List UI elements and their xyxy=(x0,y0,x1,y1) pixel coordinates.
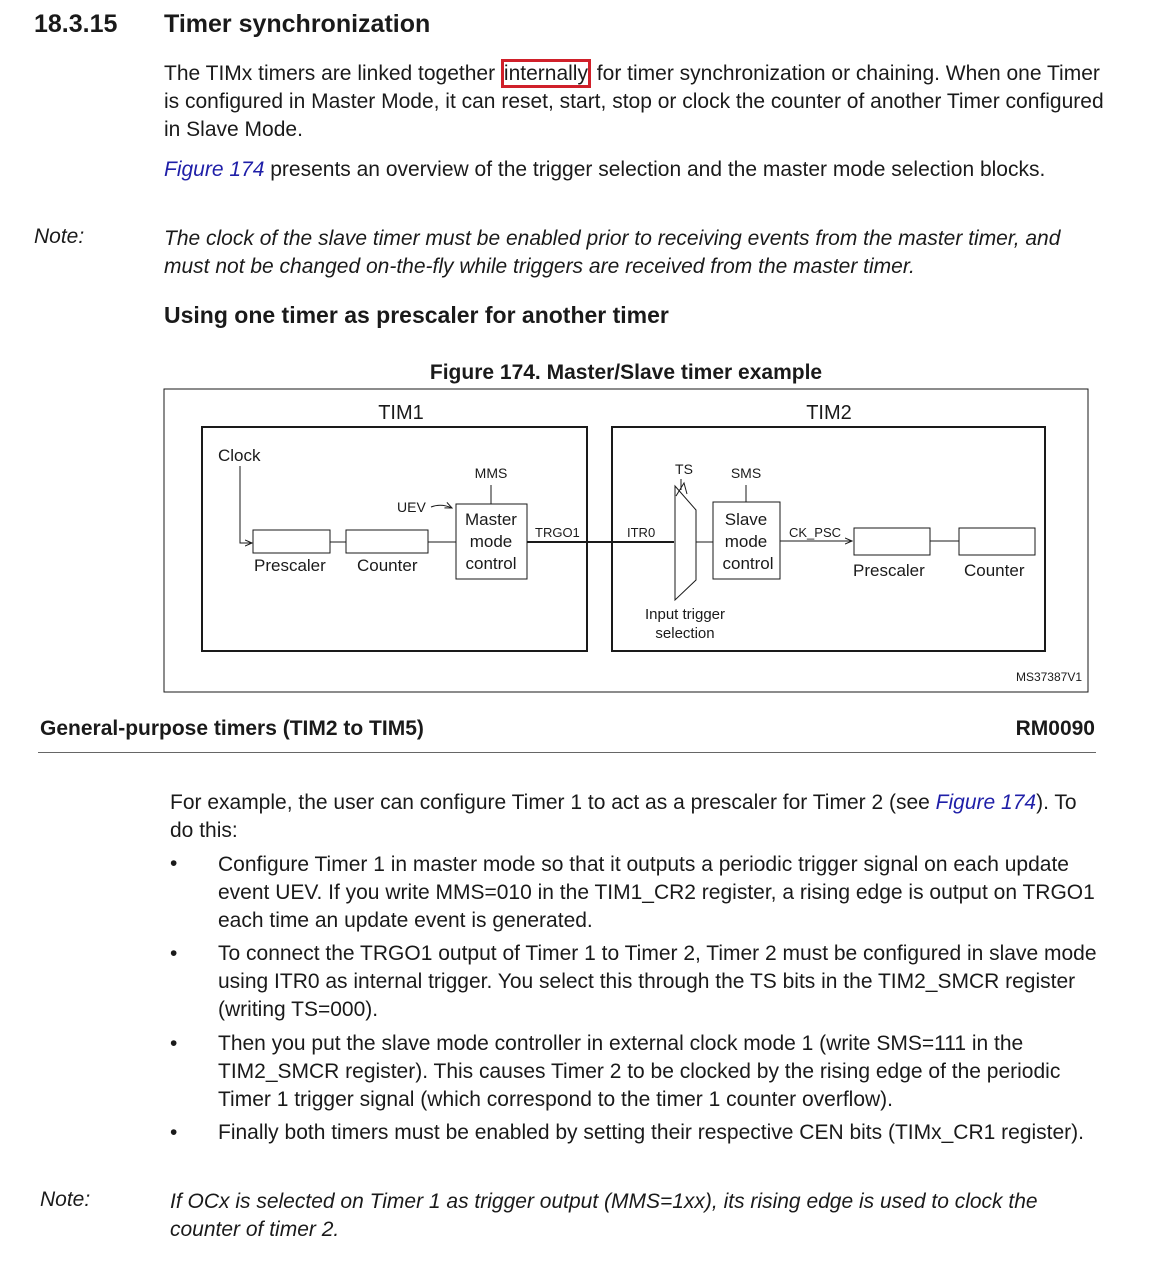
para1-text-after: for timer synchronization or chaining. When one Timer is configured in Master Mode, it can reset, start, stop or clock the counter of another Timer configured in Slave Mode. xyxy=(164,62,1104,141)
note2-label: Note: xyxy=(40,1188,91,1211)
tim2-prescaler-box xyxy=(854,528,930,555)
list-item: Then you put the slave mode controller in external clock mode 1 (write SMS=111 in the TIM2_SMCR register). This causes Timer 2 to be clocked by the rising edge of the periodic Timer 1 trigger signal (which correspond to the timer 1 counter overflow). xyxy=(218,1032,1061,1111)
slave-label-1: Slave xyxy=(724,510,768,529)
bullet-marker: • xyxy=(170,852,178,875)
uev-label: UEV xyxy=(397,499,426,515)
tim2-label: TIM2 xyxy=(806,402,852,424)
master-label-2: mode xyxy=(469,532,513,551)
example-intro-before: For example, the user can configure Timer 1 to act as a prescaler for Timer 2 (see xyxy=(170,791,936,814)
tim1-prescaler-label: Prescaler xyxy=(254,556,326,575)
tim2-prescaler-label: Prescaler xyxy=(853,561,925,580)
example-intro xyxy=(170,789,1100,845)
input-trigger-label-2: selection xyxy=(655,625,715,642)
list-item: To connect the TRGO1 output of Timer 1 to Timer 2, Timer 2 must be configured in slave mode using ITR0 as internal trigger. You select this through the TS bits in the TIM2_SMCR register (writing TS=000). xyxy=(218,942,1097,1021)
ts-label: TS xyxy=(675,461,693,477)
bullet-marker: • xyxy=(170,1121,178,1144)
para1-text-before: The TIMx timers are linked together xyxy=(164,62,501,85)
example-intro-after: ). To do this: xyxy=(170,791,1077,842)
highlighted-word: internally xyxy=(501,59,591,88)
tim2-counter-label: Counter xyxy=(964,561,1025,580)
header-rule xyxy=(38,752,1096,753)
sms-label: SMS xyxy=(730,465,762,481)
figure-reference-code: MS37387V1 xyxy=(1015,670,1082,684)
figure-link[interactable]: Figure 174 xyxy=(164,158,265,181)
tim1-counter-box xyxy=(346,530,428,553)
example-figure-link[interactable]: Figure 174 xyxy=(935,791,1037,814)
section-title: Timer synchronization xyxy=(164,10,431,38)
tim1-counter-label: Counter xyxy=(357,556,418,575)
trgo1-label: TRGO1 xyxy=(535,525,580,540)
slave-label-3: control xyxy=(722,554,774,573)
subheading: Using one timer as prescaler for another timer xyxy=(164,302,669,328)
figure-title: Figure 174. Master/Slave timer example xyxy=(429,361,823,384)
mms-label: MMS xyxy=(474,465,508,481)
list-item: Configure Timer 1 in master mode so that it outputs a periodic trigger signal on each update event UEV. If you write MMS=010 in the TIM1_CR2 register, a rising edge is output on TRGO1 each time an update event is generated. xyxy=(218,853,1095,932)
itr0-label: ITR0 xyxy=(627,525,656,540)
bullet-marker: • xyxy=(170,942,178,965)
section-number: 18.3.15 xyxy=(34,10,118,38)
clock-label: Clock xyxy=(218,446,261,465)
tim1-prescaler-box xyxy=(253,530,330,553)
note-label: Note: xyxy=(34,225,85,248)
tim2-counter-box xyxy=(959,528,1035,555)
running-header-docnum: RM0090 xyxy=(1015,717,1095,740)
note-text: The clock of the slave timer must be enabled prior to receiving events from the master timer, and must not be changed on-the-fly while triggers are received from the master timer. xyxy=(164,227,1061,278)
list-item: Finally both timers must be enabled by setting their respective CEN bits (TIMx_CR1 register). xyxy=(218,1121,1084,1144)
clock-line xyxy=(240,466,252,543)
para2-text: presents an overview of the trigger selection and the master mode selection blocks. xyxy=(264,158,1046,181)
slave-label-2: mode xyxy=(724,532,768,551)
master-label-1: Master xyxy=(465,510,517,529)
ck-psc-label: CK_PSC xyxy=(789,525,842,540)
input-trigger-label-1: Input trigger xyxy=(644,606,726,623)
uev-arrow xyxy=(431,505,452,508)
note2-text: If OCx is selected on Timer 1 as trigger output (MMS=1xx), its rising edge is used to clock the counter of timer 2. xyxy=(170,1190,1038,1241)
running-header-title: General-purpose timers (TIM2 to TIM5) xyxy=(40,717,424,740)
master-label-3: control xyxy=(465,554,517,573)
input-trigger-mux xyxy=(675,486,696,600)
bullet-marker: • xyxy=(170,1032,178,1055)
tim1-label: TIM1 xyxy=(378,402,424,424)
